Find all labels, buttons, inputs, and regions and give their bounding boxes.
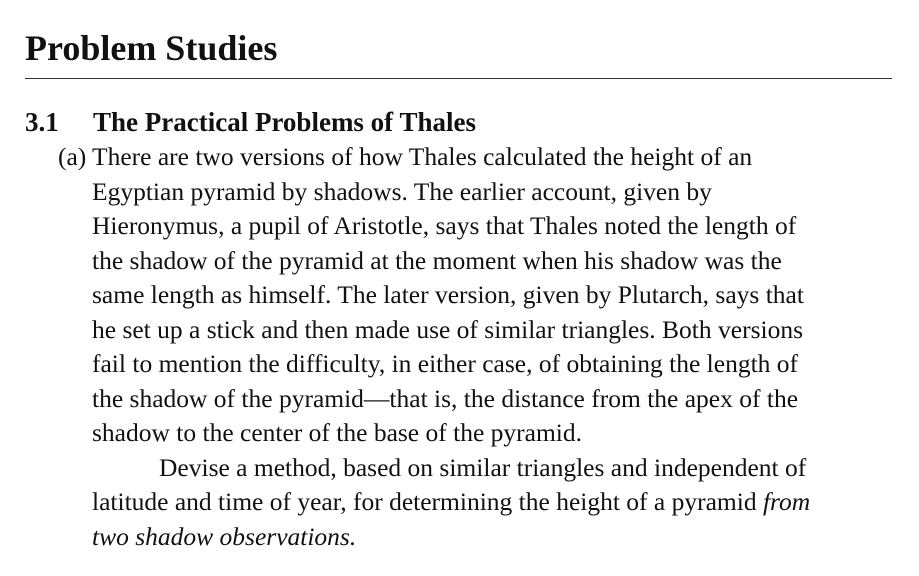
emphasis-text: from bbox=[762, 487, 811, 516]
problem-label: (a) bbox=[58, 142, 87, 171]
paragraph-line: same length as himself. The later version, given by Plutarch, says that bbox=[92, 280, 804, 309]
section-heading bbox=[25, 105, 476, 139]
paragraph-line: the shadow of the pyramid—that is, the distance from the apex of the bbox=[92, 383, 799, 413]
paragraph-line: There are two versions of how Thales calculated the height of an bbox=[92, 142, 753, 171]
paragraph-line: Egyptian pyramid by shadows. The earlier account, given by bbox=[92, 176, 712, 206]
paragraph-line: fail to mention the difficulty, in either case, of obtaining the length of bbox=[92, 349, 799, 378]
paragraph-line bbox=[92, 520, 892, 555]
paragraph-line: Devise a method, based on similar triangles and independent of bbox=[159, 452, 807, 482]
problem-a bbox=[58, 140, 892, 554]
page-title: Problem Studies bbox=[25, 28, 278, 68]
section-title: The Practical Problems of Thales bbox=[93, 107, 476, 137]
paragraph-text: latitude and time of year, for determining the height of a pyramid bbox=[92, 487, 763, 516]
paragraph-line: he set up a stick and then made use of similar triangles. Both versions bbox=[92, 314, 804, 344]
paragraph-line: the shadow of the pyramid at the moment when his shadow was the bbox=[92, 245, 782, 275]
emphasis-text: two shadow observations. bbox=[92, 521, 357, 551]
paragraph-line bbox=[92, 485, 892, 520]
section-number: 3.1 bbox=[25, 107, 59, 137]
paragraph-line: shadow to the center of the base of the pyramid. bbox=[92, 418, 583, 447]
paragraph-line: Hieronymus, a pupil of Aristotle, says that Thales noted the length of bbox=[92, 211, 797, 240]
title-divider bbox=[25, 78, 892, 79]
